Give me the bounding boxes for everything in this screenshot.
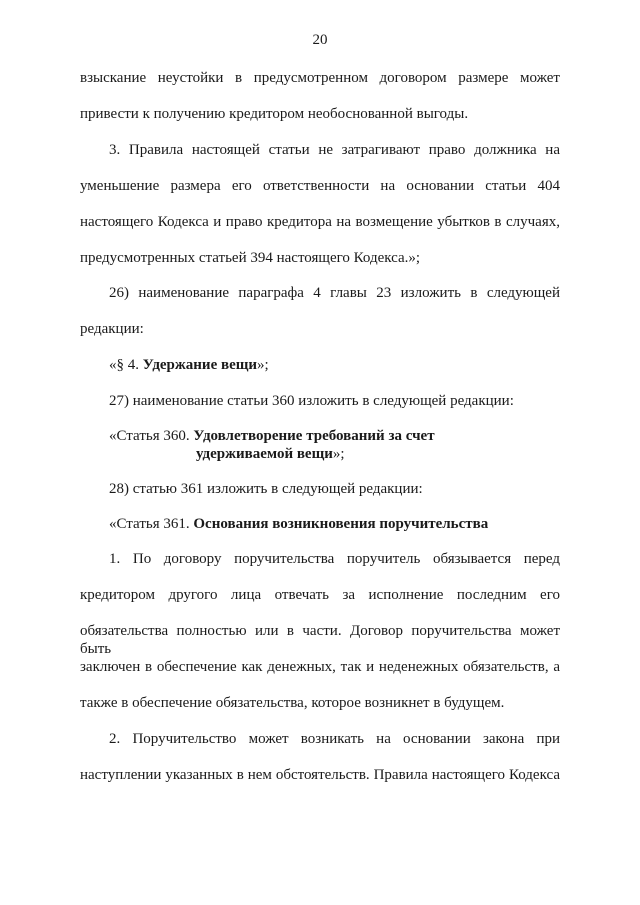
text-line: заключен в обеспечение как денежных, так и неденежных обязательств, а [80,659,560,675]
page-number: 20 [312,32,328,48]
article-heading [109,427,435,445]
heading-prefix: «Статья 361. [109,516,194,532]
article-heading [109,515,488,533]
heading-suffix: »; [257,357,269,373]
heading-prefix: «§ 4. [109,357,143,373]
text-line: 27) наименование статьи 360 изложить в следующей редакции: [109,393,514,409]
heading-prefix: «Статья 360. [109,428,194,444]
text-line: 26) наименование параграфа 4 главы 23 изложить в следующей [109,285,560,301]
heading-title: удерживаемой вещи [196,446,333,462]
text-line: наступлении указанных в нем обстоятельств. Правила настоящего Кодекса [80,767,560,783]
text-line: 28) статью 361 изложить в следующей редакции: [109,481,423,497]
heading-suffix: »; [332,446,345,462]
paragraph-heading [109,356,269,374]
text-line: предусмотренных статьей 394 настоящего Кодекса.»; [80,250,421,266]
heading-title: Удовлетворение требований за счет [193,428,435,444]
text-line: также в обеспечение обязательства, которое возникнет в будущем. [80,695,505,711]
text-line: привести к получению кредитором необоснованной выгоды. [80,106,469,122]
heading-title: Основания возникновения поручительства [193,516,489,532]
text-line: редакции: [80,321,144,337]
text-line: 1. По договору поручительства поручитель обязывается перед [109,551,560,567]
text-line: 2. Поручительство может возникать на основании закона при [109,731,560,747]
article-heading-continued [196,445,345,463]
text-line: уменьшение размера его ответственности на основании статьи 404 [80,178,560,194]
heading-title: Удержание вещи [142,357,258,373]
text-line: обязательства полностью или в части. Договор поручительства может быть [80,623,560,657]
text-line: кредитором другого лица отвечать за исполнение последним его [80,587,560,603]
text-line: взыскание неустойки в предусмотренном договором размере может [80,70,560,86]
text-line: 3. Правила настоящей статьи не затрагивают право должника на [109,142,560,158]
text-line: настоящего Кодекса и право кредитора на возмещение убытков в случаях, [80,214,560,230]
